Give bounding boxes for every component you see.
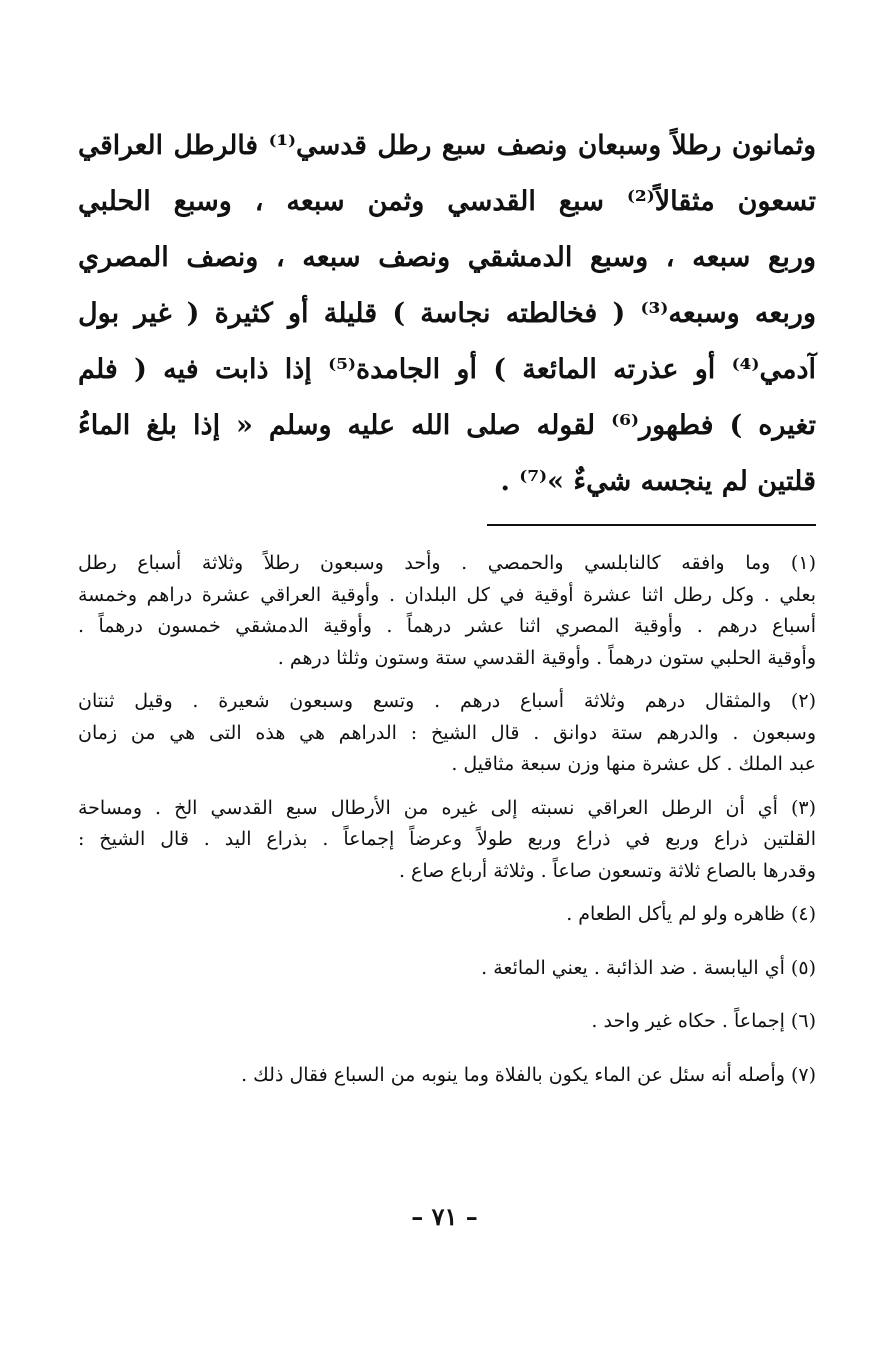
footnote-6: (٦) إجماعاً . حكاه غير واحد . [591, 1010, 816, 1032]
main-text-line: تسعون مثقالاً⁽²⁾ سبع القدسي وثمن سبعه ، وسبع الحلبي [78, 186, 816, 217]
footnote-line: عبد الملك . كل عشرة منها وزن سبعة مثاقيل . [451, 753, 816, 775]
main-text-line: وثمانون رطلاً وسبعان ونصف سبع رطل قدسي⁽¹⁾ فالرطل العراقي [78, 130, 817, 161]
footnote-4: (٤) ظاهره ولو لم يأكل الطعام . [566, 903, 816, 925]
main-text-line: وربعه وسبعه⁽³⁾ ( فخالطته نجاسة ) قليلة أو كثيرة ( غير بول [78, 298, 816, 329]
main-text-block [78, 118, 816, 510]
footnote-line: (٢) والمثقال درهم وثلاثة أسباع درهم . وتسع وسبعون شعيرة . وقيل ثنتان [78, 690, 816, 712]
main-text-line: آدمي⁽⁴⁾ أو عذرته المائعة ) أو الجامدة⁽⁵⁾ إذا ذابت فيه ( فلم [78, 354, 816, 385]
footnotes-block [78, 548, 816, 1113]
main-text-line: قلتين لم ينجسه شيءٌ »⁽⁷⁾ . [500, 466, 816, 497]
footnote-line: (١) وما وافقه كالنابلسي والحمصي . وأحد وسبعون رطلاً وثلاثة أسباع رطل [78, 552, 816, 574]
footnote-2 [78, 686, 816, 781]
footnote-3 [78, 793, 816, 888]
footnote-line: وأوقية الحلبي ستون درهماً . وأوقية القدسي ستة وستون وثلثا درهم . [277, 646, 816, 669]
footnote-separator-rule [487, 524, 816, 526]
footnote-1 [78, 548, 816, 674]
footnote-line: بعلي . وكل رطل اثنا عشرة أوقية في كل البلدان . وأوقية العراقي عشرة دراهم وخمسة [78, 583, 816, 606]
footnote-7: (٧) وأصله أنه سئل عن الماء يكون بالفلاة وما ينوبه من السباع فقال ذلك . [241, 1063, 816, 1086]
footnote-line: (٣) أي أن الرطل العراقي نسبته إلى غيره من الأرطال سبع القدسي الخ . ومساحة [78, 796, 816, 819]
main-text-line: تغيره ) فطهور⁽⁶⁾ لقوله صلى الله عليه وسلم « إذا بلغ الماءُ [78, 410, 816, 441]
footnote-line: وقدرها بالصاع ثلاثة وتسعون صاعاً . وثلاثة أرباع صاع . [398, 859, 816, 882]
footnote-line: أسباع درهم . وأوقية المصري اثنا عشر درهماً . وأوقية الدمشقي خمسون درهماً . [78, 615, 816, 637]
footnote-line: القلتين ذراع وربع في ذراع وربع طولاً وعرضاً إجماعاً . بذراع اليد . قال الشيخ : [78, 828, 816, 850]
footnote-line: وسبعون . والدرهم ستة دوانق . قال الشيخ : الدراهم هي هذه التى هي من زمان [78, 721, 816, 744]
main-text-line: وربع سبعه ، وسبع الدمشقي ونصف سبعه ، ونصف المصري [78, 242, 816, 273]
footnote-5: (٥) أي اليابسة . ضد الذائبة . يعني المائعة . [481, 956, 816, 979]
page-number: – ٧١ – [411, 1202, 478, 1231]
